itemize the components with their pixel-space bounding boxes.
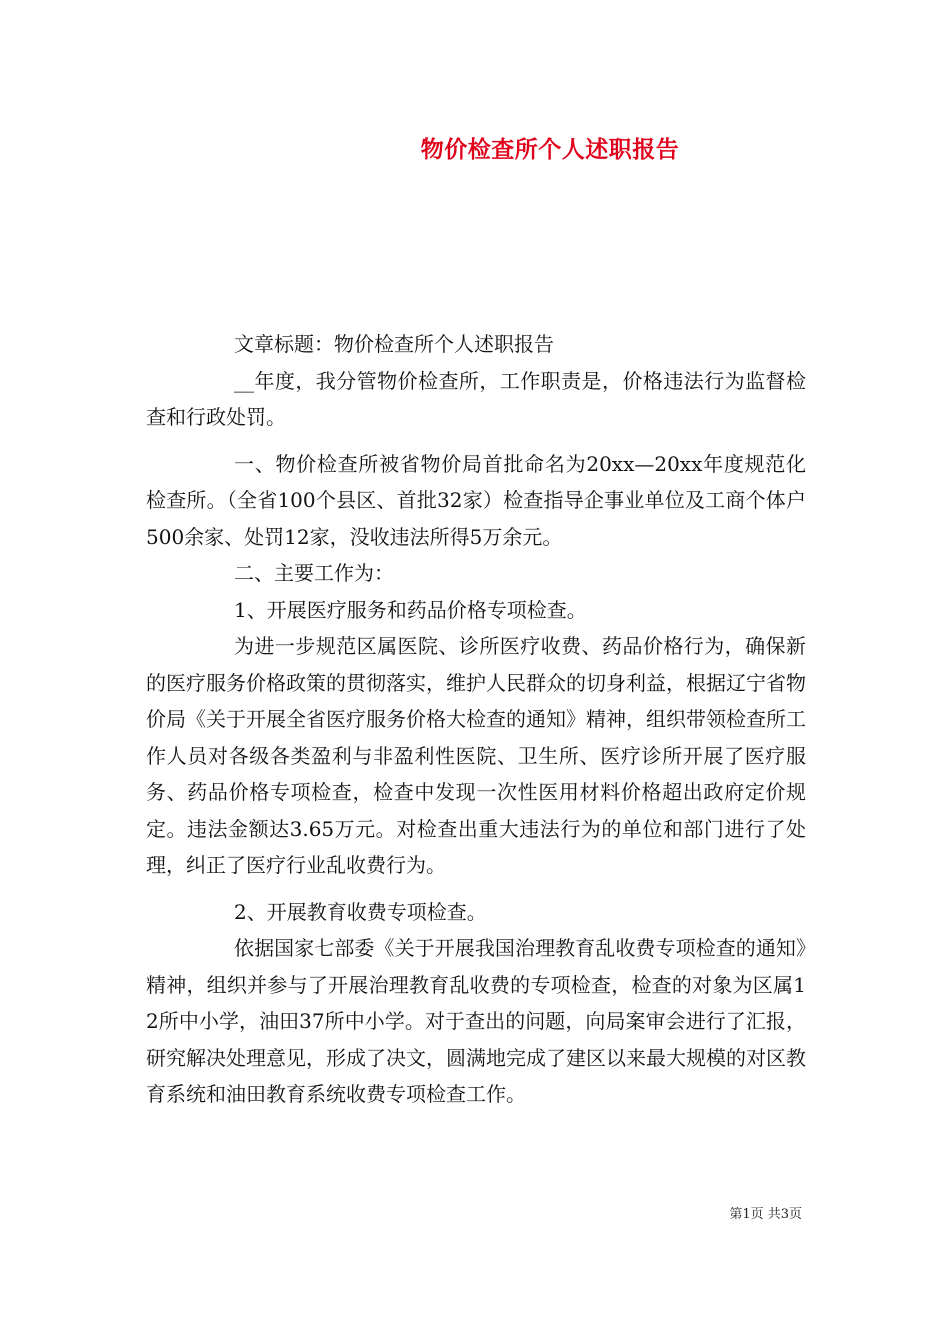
article-heading-line: 文章标题：物价检查所个人述职报告 <box>234 332 554 356</box>
paragraph-item-two-heading: 2、开展教育收费专项检查。 <box>234 899 487 924</box>
paragraph-item-one-body: 为进一步规范区属医院、诊所医疗收费、药品价格行为，确保新的医疗服务价格政策的贯彻落实，维护人民群众的切身利益，根据辽宁省物价局《关于开展全省医疗服务价格大检查的通知》精神，组织带领检查所工作人员对各级各类盈利与非盈利性医院、卫生所、医疗诊所开展了医疗服务、药品价格专项检查，检查中发现一次性医用材料价格超出政府定价规定。违法金额达3.65万元。对检查出重大违法行为的单位和部门进行了处理，纠正了医疗行业乱收费行为。 <box>146 634 806 877</box>
page-number-footer: 第1页 共3页 <box>729 1207 802 1222</box>
paragraph-section-two-heading: 二、主要工作为： <box>234 561 394 585</box>
paragraph-intro: __年度，我分管物价检查所，工作职责是，价格违法行为监督检查和行政处罚。 <box>146 368 806 429</box>
paragraph-section-one: 一、物价检查所被省物价局首批命名为20xx—20xx年度规范化检查所。（全省100个县区、首批32家）检查指导企事业单位及工商个体户500余家、处罚12家，没收违法所得5万余元。 <box>146 451 806 549</box>
document-title: 物价检查所个人述职报告 <box>420 136 680 163</box>
paragraph-item-two-body: 依据国家七部委《关于开展我国治理教育乱收费专项检查的通知》精神，组织并参与了开展治理教育乱收费的专项检查，检查的对象为区属12所中小学，油田37所中小学。对于查出的问题，向局案审会进行了汇报，研究解决处理意见，形成了决文，圆满地完成了建区以来最大规模的对区教育系统和油田教育系统收费专项检查工作。 <box>146 936 806 1106</box>
document-body <box>146 326 806 1113</box>
paragraph-item-one-heading: 1、开展医疗服务和药品价格专项检查。 <box>234 597 587 622</box>
